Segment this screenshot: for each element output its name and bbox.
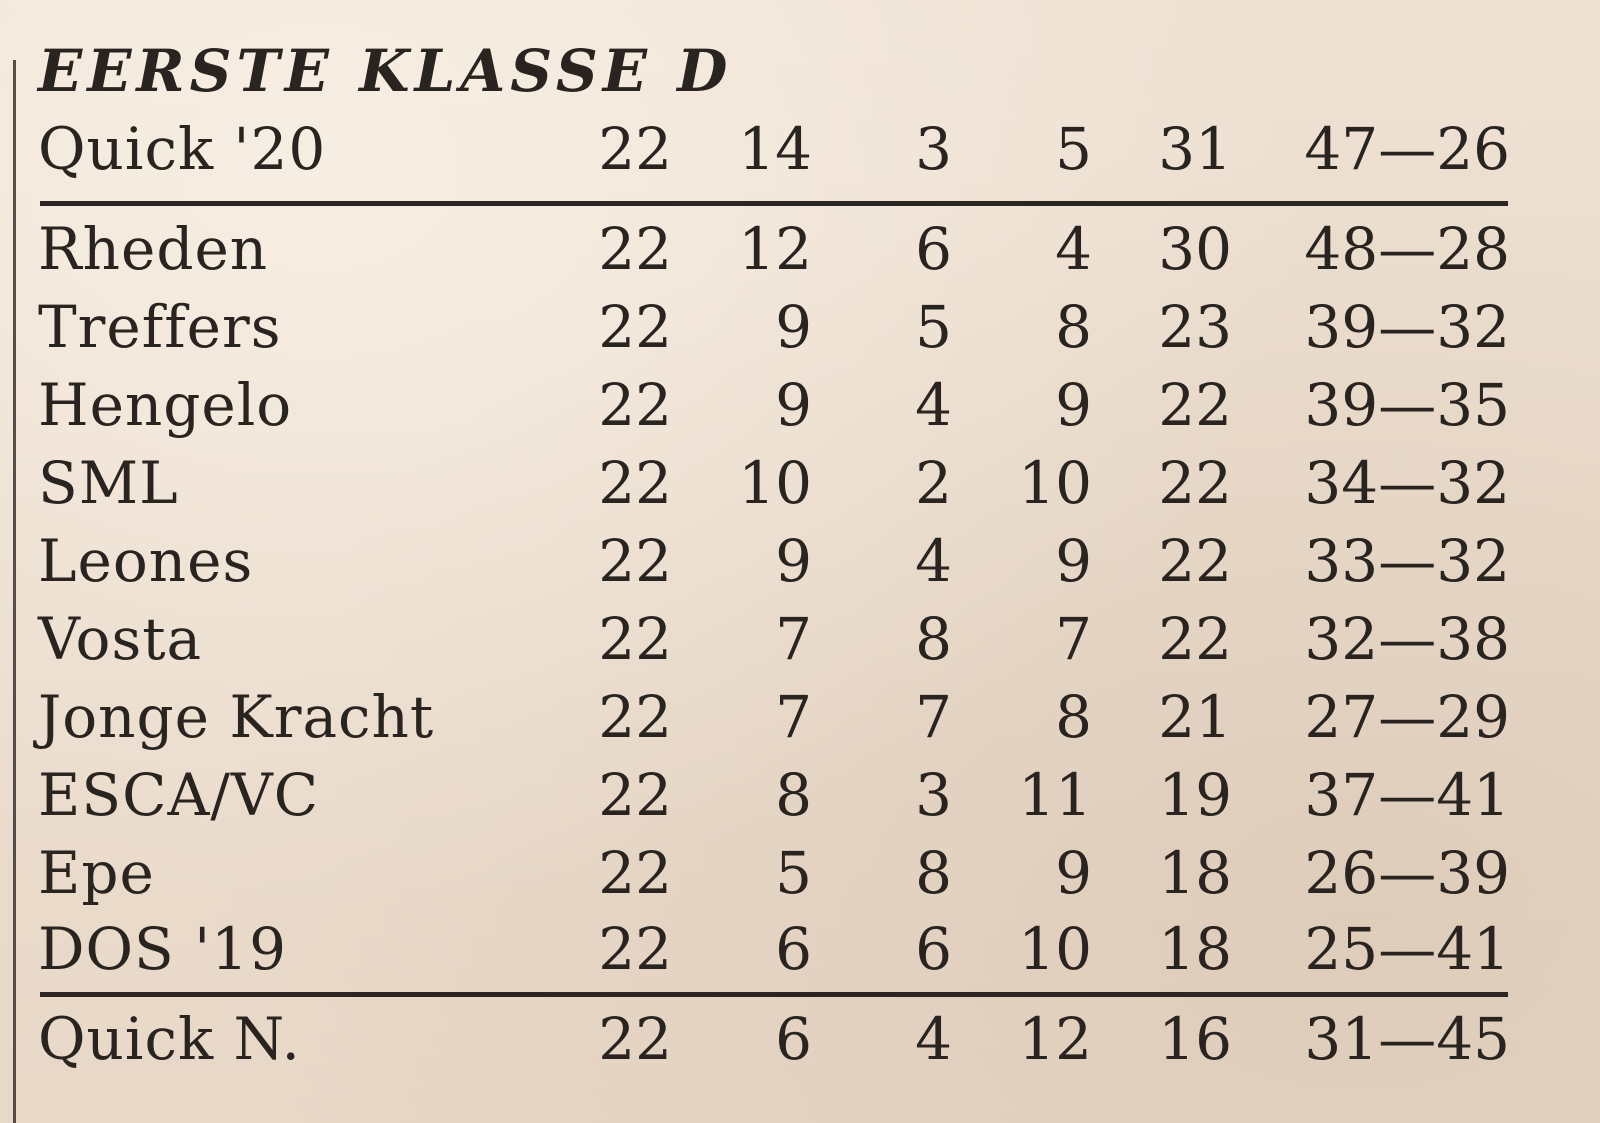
matches-won: 6 (775, 1005, 812, 1073)
team-name: Quick N. (38, 1005, 301, 1073)
matches-drawn: 4 (915, 1005, 952, 1073)
points: 19 (1158, 761, 1232, 829)
standings-row (0, 366, 1600, 444)
matches-played: 22 (598, 449, 672, 517)
goal-difference: 25—41 (1304, 915, 1510, 983)
relegation-divider (40, 992, 1508, 997)
league-title: EERSTE KLASSE D (38, 37, 733, 105)
matches-won: 9 (775, 293, 812, 361)
matches-won: 7 (775, 683, 812, 751)
matches-lost: 12 (1018, 1005, 1092, 1073)
points: 22 (1158, 371, 1232, 439)
matches-drawn: 2 (915, 449, 952, 517)
standings-row (0, 678, 1600, 756)
matches-played: 22 (598, 605, 672, 673)
points: 22 (1158, 605, 1232, 673)
matches-played: 22 (598, 683, 672, 751)
points: 18 (1158, 915, 1232, 983)
team-name: SML (38, 449, 179, 517)
goal-difference: 32—38 (1304, 605, 1510, 673)
matches-won: 9 (775, 371, 812, 439)
goal-difference: 48—28 (1304, 215, 1510, 283)
points: 16 (1158, 1005, 1232, 1073)
matches-won: 8 (775, 761, 812, 829)
matches-drawn: 8 (915, 839, 952, 907)
matches-lost: 11 (1018, 761, 1092, 829)
matches-won: 5 (775, 839, 812, 907)
matches-played: 22 (598, 371, 672, 439)
matches-lost: 5 (1055, 115, 1092, 183)
matches-won: 9 (775, 527, 812, 595)
goal-difference: 47—26 (1304, 115, 1510, 183)
goal-difference: 31—45 (1304, 1005, 1510, 1073)
matches-played: 22 (598, 115, 672, 183)
points: 22 (1158, 449, 1232, 517)
goal-difference: 27—29 (1304, 683, 1510, 751)
points: 23 (1158, 293, 1232, 361)
matches-lost: 8 (1055, 293, 1092, 361)
matches-won: 7 (775, 605, 812, 673)
team-name: Epe (38, 839, 155, 907)
standings-row (0, 756, 1600, 834)
standings-row (0, 910, 1600, 988)
matches-drawn: 7 (915, 683, 952, 751)
points: 22 (1158, 527, 1232, 595)
points: 31 (1158, 115, 1232, 183)
matches-drawn: 3 (915, 761, 952, 829)
matches-played: 22 (598, 293, 672, 361)
matches-drawn: 4 (915, 371, 952, 439)
team-name: Hengelo (38, 371, 293, 439)
matches-lost: 7 (1055, 605, 1092, 673)
matches-drawn: 3 (915, 115, 952, 183)
champion-divider (40, 201, 1508, 206)
matches-played: 22 (598, 527, 672, 595)
team-name: Jonge Kracht (38, 683, 435, 751)
matches-lost: 9 (1055, 371, 1092, 439)
matches-lost: 9 (1055, 839, 1092, 907)
goal-difference: 39—32 (1304, 293, 1510, 361)
matches-drawn: 4 (915, 527, 952, 595)
matches-won: 12 (738, 215, 812, 283)
matches-lost: 8 (1055, 683, 1092, 751)
standings-row (0, 1000, 1600, 1078)
matches-drawn: 8 (915, 605, 952, 673)
matches-drawn: 6 (915, 215, 952, 283)
team-name: Treffers (38, 293, 282, 361)
matches-played: 22 (598, 215, 672, 283)
matches-played: 22 (598, 915, 672, 983)
team-name: Leones (38, 527, 254, 595)
standings-row (0, 600, 1600, 678)
matches-drawn: 5 (915, 293, 952, 361)
standings-row (0, 444, 1600, 522)
goal-difference: 37—41 (1304, 761, 1510, 829)
standings-row (0, 522, 1600, 600)
standings-row (0, 110, 1600, 188)
matches-won: 14 (738, 115, 812, 183)
points: 30 (1158, 215, 1232, 283)
standings-row (0, 288, 1600, 366)
matches-played: 22 (598, 839, 672, 907)
matches-drawn: 6 (915, 915, 952, 983)
team-name: Quick '20 (38, 115, 327, 183)
goal-difference: 33—32 (1304, 527, 1510, 595)
matches-lost: 10 (1018, 449, 1092, 517)
points: 18 (1158, 839, 1232, 907)
standings-row (0, 210, 1600, 288)
matches-played: 22 (598, 761, 672, 829)
points: 21 (1158, 683, 1232, 751)
team-name: DOS '19 (38, 915, 287, 983)
matches-won: 10 (738, 449, 812, 517)
matches-won: 6 (775, 915, 812, 983)
matches-lost: 4 (1055, 215, 1092, 283)
goal-difference: 34—32 (1304, 449, 1510, 517)
matches-lost: 10 (1018, 915, 1092, 983)
matches-lost: 9 (1055, 527, 1092, 595)
standings-row (0, 834, 1600, 912)
team-name: Rheden (38, 215, 269, 283)
goal-difference: 26—39 (1304, 839, 1510, 907)
team-name: ESCA/VC (38, 761, 320, 829)
matches-played: 22 (598, 1005, 672, 1073)
goal-difference: 39—35 (1304, 371, 1510, 439)
team-name: Vosta (38, 605, 203, 673)
